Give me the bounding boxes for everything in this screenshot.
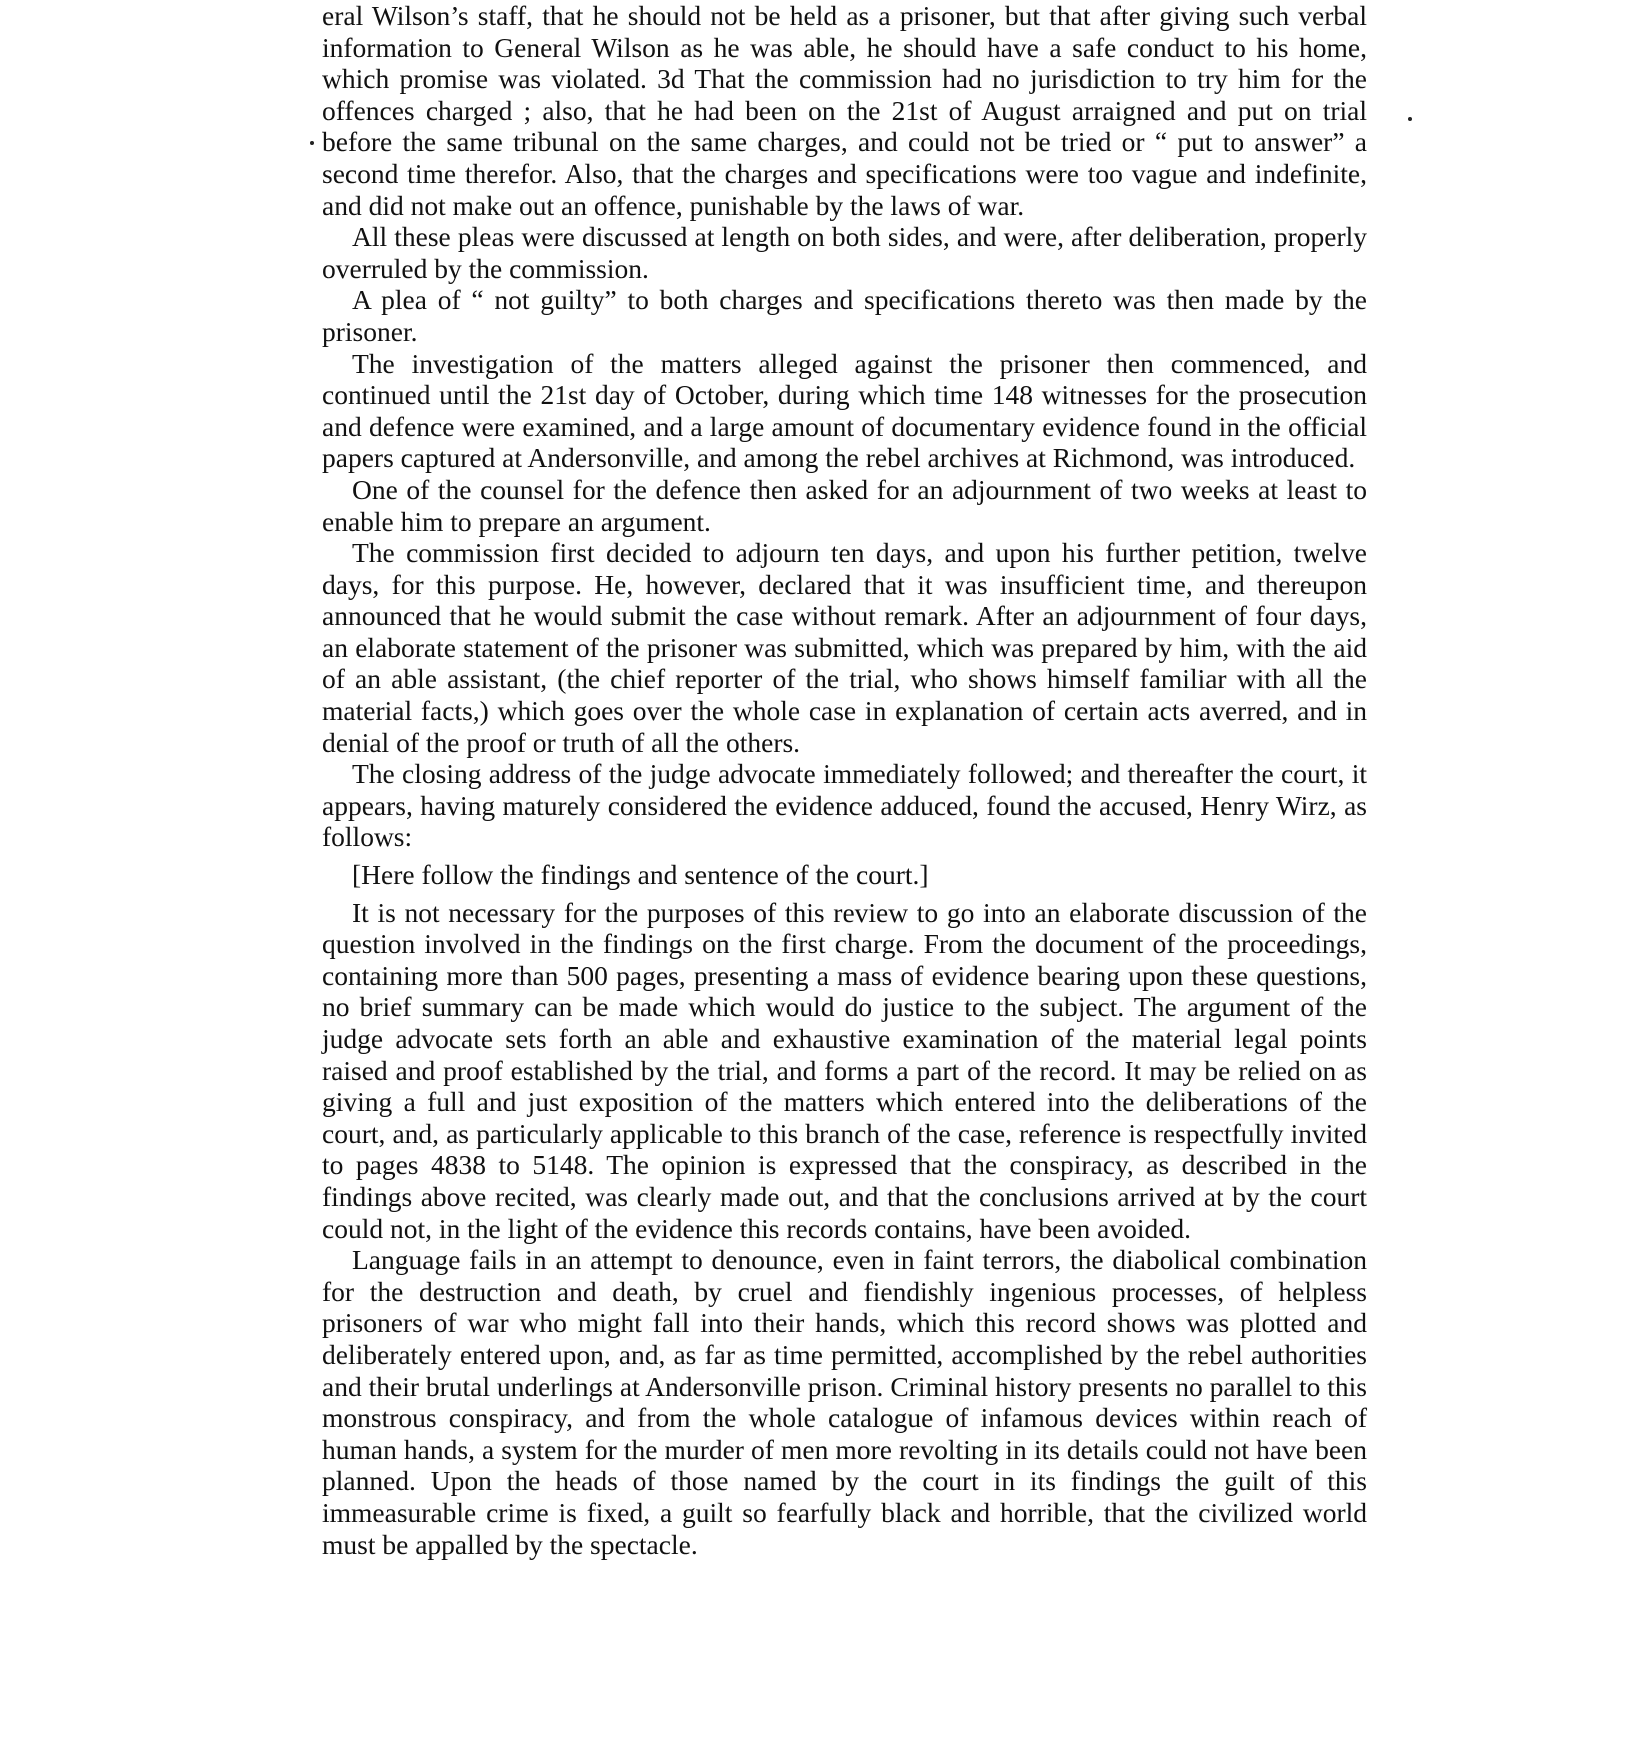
paragraph-findings-note: [Here follow the findings and sentence of the court.] [352,859,929,891]
paragraph-continuation: eral Wilson’s staff, that he should not be held as a prisoner, but that after giving such verbal information to General Wilson as he was able, he should have a safe conduct to his home, which promise was violated. 3d That the commission had no jurisdiction to try him for the offences charged ; also, that he had been on the 21st of August arraigned and put on trial before the same tribunal on the same charges, and could not be tried or “ put to answer” a second time therefor. Also, that the charges and specifications were too vague and indefinite, and did not make out an offence, punishable by the laws of war. [322,0,1367,221]
paragraph-adjournment-request: One of the counsel for the defence then asked for an adjournment of two weeks at least to enable him to prepare an argument. [322,473,1367,537]
paragraph-closing-address: The closing address of the judge advocate immediately followed; and thereafter the court, it appears, having maturely considered the evidence adduced, found the accused, Henry Wirz, as follows: [322,758,1367,853]
paragraph-pleas-overruled: All these pleas were discussed at length on both sides, and were, after deliberation, properly overruled by the commission. [322,221,1367,284]
paragraph-plea-not-guilty: A plea of “ not guilty” to both charges and specifications thereto was then made by the prisoner. [322,284,1367,347]
paragraph-review: It is not necessary for the purposes of this review to go into an elaborate discussion of the question involved in the findings on the first charge. From the document of the proceedings, containing more than 500 pages, presenting a mass of evidence bearing upon these questions, no brief summary can be made which would do justice to the subject. The argument of the judge advocate sets forth an able and exhaustive examination of the material legal points raised and proof established by the trial, and forms a part of the record. It may be relied on as giving a full and just exposition of the matters which entered into the deliberations of the court, and, as particularly applicable to this branch of the case, reference is respectfully invited to pages 4838 to 5148. The opinion is expressed that the conspiracy, as described in the findings above recited, was clearly made out, and that the conclusions arrived at by the court could not, in the light of the evidence this records contains, have been avoided. [322,896,1367,1244]
stray-mark [310,141,314,145]
document-page [322,0,1367,1560]
paragraph-denunciation: Language fails in an attempt to denounce, even in faint terrors, the diabolical combination for the destruction and death, by cruel and fiendishly ingenious processes, of helpless prisoners of war who might fall into their hands, which this record shows was plotted and deliberately entered upon, and, as far as time permitted, accomplished by the rebel authorities and their brutal underlings at Andersonville prison. Criminal history presents no parallel to this monstrous conspiracy, and from the whole catalogue of infamous devices within reach of human hands, a system for the murder of men more revolting in its details could not have been planned. Upon the heads of those named by the court in its findings the guilt of this immeasurable crime is fixed, a guilt so fearfully black and horrible, that the civilized world must be appalled by the spectacle. [322,1244,1367,1560]
stray-mark [1408,117,1412,121]
paragraph-investigation: The investigation of the matters alleged against the prisoner then commenced, and continued until the 21st day of October, during which time 148 witnesses for the prosecution and defence were examined, and a large amount of documentary evidence found in the official papers captured at Andersonville, and among the rebel archives at Richmond, was introduced. [322,347,1367,474]
paragraph-commission-decision: The commission first decided to adjourn ten days, and upon his further petition, twelve days, for this purpose. He, however, declared that it was insufficient time, and thereupon announced that he would submit the case without remark. After an adjournment of four days, an elaborate statement of the prisoner was submitted, which was prepared by him, with the aid of an able assistant, (the chief reporter of the trial, who shows himself familiar with all the material facts,) which goes over the whole case in explanation of certain acts averred, and in denial of the proof or truth of all the others. [322,537,1367,758]
